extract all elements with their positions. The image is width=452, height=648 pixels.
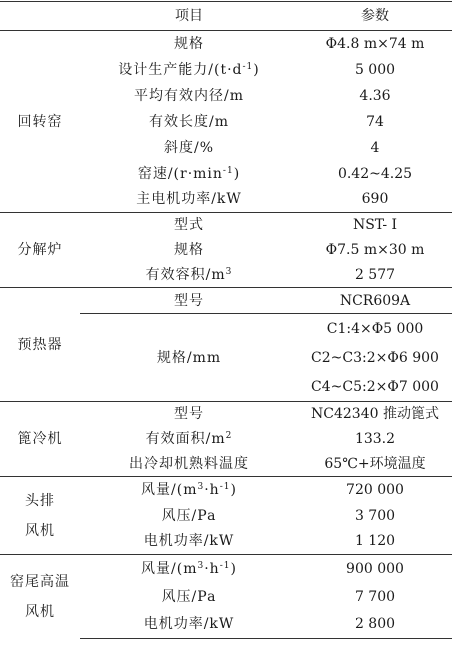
label-tail: ) xyxy=(230,481,237,498)
table-row xyxy=(0,477,452,503)
label-text: 风量/(m xyxy=(141,560,198,577)
row-value: C4~C5:2×Φ7 000 xyxy=(311,378,439,395)
group-head-fan xyxy=(0,477,80,555)
label-tail: ) xyxy=(230,560,237,577)
label-text: 风量/(m xyxy=(141,481,198,498)
row-label: 风压/Pa xyxy=(161,588,217,605)
row-label xyxy=(80,427,298,452)
row-value: 4.36 xyxy=(359,87,391,104)
group-calciner: 分解炉 xyxy=(0,213,80,288)
label-sup: 3 xyxy=(225,266,233,277)
label-tail: ) xyxy=(233,165,241,182)
row-label: 规格 xyxy=(174,35,204,52)
row-label: 电机功率/kW xyxy=(143,533,235,550)
label-sup: -1 xyxy=(242,61,254,72)
group-tail-fan xyxy=(0,555,80,639)
row-label: 斜度/% xyxy=(163,139,215,156)
header-param: 参数 xyxy=(298,2,452,31)
row-value: 3 700 xyxy=(354,507,396,524)
row-value: 2 800 xyxy=(298,611,452,639)
row-value: NST- Ⅰ xyxy=(298,213,452,238)
table-row xyxy=(0,555,452,583)
label-sup: 3 xyxy=(197,560,205,571)
label-sup: -1 xyxy=(219,560,231,571)
label-sup: 2 xyxy=(225,431,233,441)
row-value: Φ4.8 m×74 m xyxy=(325,35,425,52)
row-label xyxy=(80,263,298,288)
row-label: 平均有效内径/m xyxy=(134,87,244,104)
row-label xyxy=(80,477,298,503)
label-text: 窑速/(r·min xyxy=(137,165,223,182)
row-value: 0.42~4.25 xyxy=(337,165,413,182)
row-label: 规格 xyxy=(174,242,204,258)
row-value: 690 xyxy=(361,191,389,208)
label-text: 设计生产能力/(t·d xyxy=(118,61,243,78)
row-value: 7 700 xyxy=(354,588,396,605)
row-value: 900 000 xyxy=(298,555,452,583)
row-label: 型式 xyxy=(80,213,298,238)
table-header-row xyxy=(0,2,452,31)
table-row xyxy=(0,213,452,238)
label-text: 有效面积/m xyxy=(145,431,226,447)
label-text: 有效容积/m xyxy=(145,266,226,283)
equipment-parameter-table xyxy=(0,1,452,639)
row-value: NC42340 推动篦式 xyxy=(298,402,452,427)
row-value: C2~C3:2×Φ6 900 xyxy=(311,350,439,366)
group-line: 窑尾高温 xyxy=(10,573,70,590)
table-row xyxy=(0,402,452,427)
row-label: 型号 xyxy=(80,402,298,427)
row-label: 有效长度/m xyxy=(149,113,229,130)
row-value: C1:4×Φ5 000 xyxy=(298,314,452,344)
label-sup: -1 xyxy=(219,481,231,492)
row-label: 出冷却机熟料温度 xyxy=(129,455,249,472)
group-preheater: 预热器 xyxy=(0,288,80,402)
row-value: 2 577 xyxy=(354,266,396,283)
group-line: 头排 xyxy=(25,492,55,509)
row-label: 型号 xyxy=(80,288,298,314)
row-value: 133.2 xyxy=(354,431,396,447)
row-value: 1 120 xyxy=(354,533,396,550)
label-sup: 3 xyxy=(197,481,205,492)
row-value: Φ7.5 m×30 m xyxy=(325,242,425,258)
label-sup: -1 xyxy=(222,165,234,176)
group-cooler: 篦冷机 xyxy=(0,402,80,477)
row-label xyxy=(80,555,298,583)
label-mid: ·h xyxy=(204,560,220,577)
row-value: 4 xyxy=(370,139,380,156)
group-line: 风机 xyxy=(25,522,55,539)
table-row xyxy=(0,288,452,314)
row-label: 主电机功率/kW xyxy=(136,191,242,208)
row-value: 720 000 xyxy=(298,477,452,503)
row-label: 电机功率/kW xyxy=(80,611,298,639)
label-mid: ·h xyxy=(204,481,220,498)
row-value: NCR609A xyxy=(298,288,452,314)
row-label: 规格/mm xyxy=(80,314,298,402)
row-value: 65℃+环境温度 xyxy=(324,455,426,472)
group-line: 风机 xyxy=(25,603,55,620)
group-kiln: 回转窑 xyxy=(17,113,63,130)
row-label xyxy=(80,57,298,83)
row-label xyxy=(80,161,298,187)
header-item: 项目 xyxy=(0,2,298,31)
row-label: 风压/Pa xyxy=(161,507,217,524)
table-row xyxy=(0,31,452,57)
label-tail: ) xyxy=(253,61,260,78)
row-value: 5 000 xyxy=(354,61,396,78)
row-value: 74 xyxy=(366,113,384,130)
